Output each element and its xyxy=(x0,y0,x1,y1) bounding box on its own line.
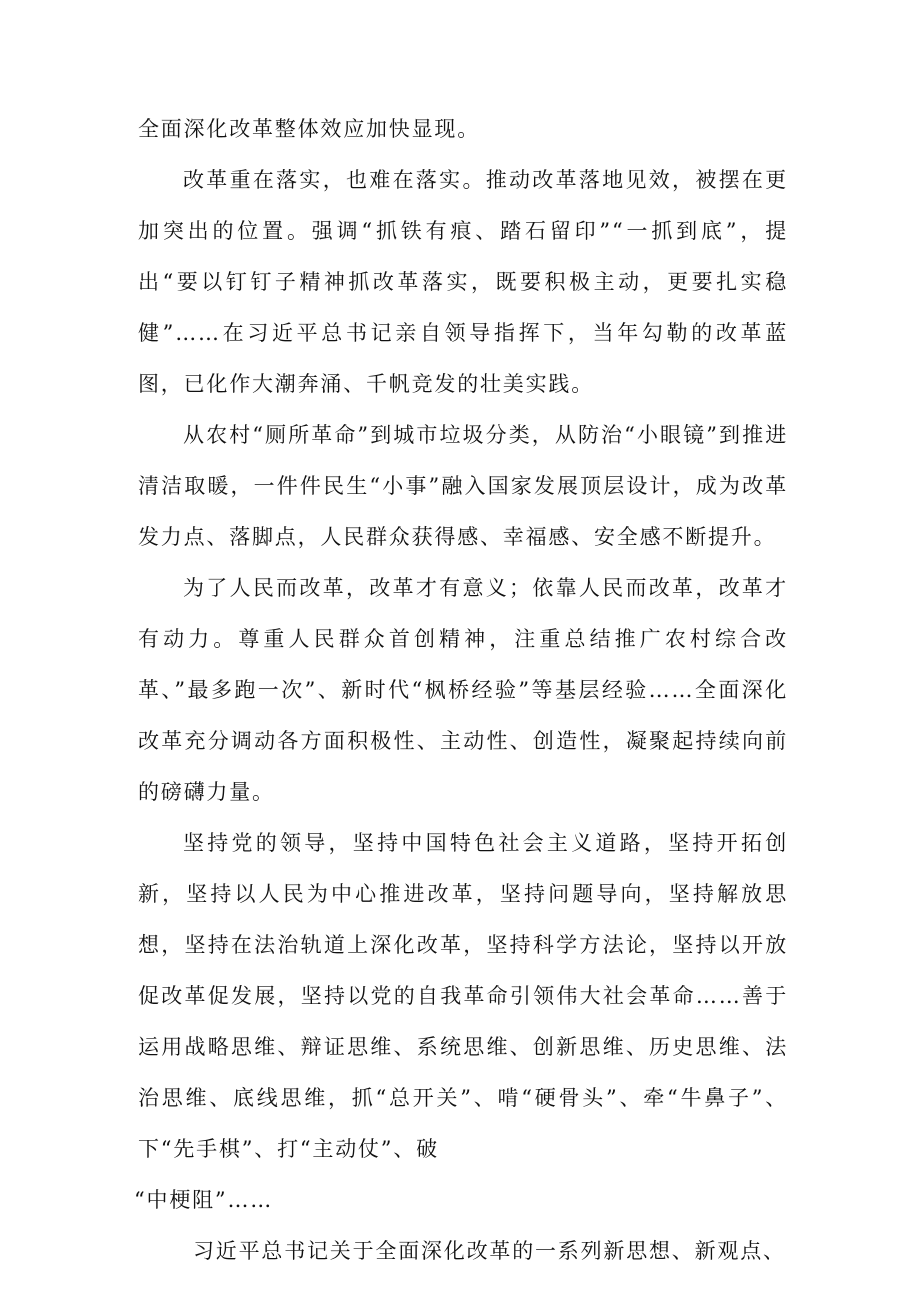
paragraph-6: 习近平总书记关于全面深化改革的一系列新思想、新观点、 xyxy=(193,1239,786,1263)
article-body xyxy=(134,104,788,1277)
paragraph-4: 为了人民而改革，改革才有意义；依靠人民而改革，改革才有动力。尊重人民群众首创精神，注重总结推广农村综合改革、”最多跑一次”、新时代“枫桥经验”等基层经验……全面深化改革充分调动各方面积极性、主动性、创造性，凝聚起持续向前的磅礴力量。 xyxy=(138,576,788,804)
paragraph-2: 改革重在落实，也难在落实。推动改革落地见效，被摆在更加突出的位置。强调“抓铁有痕、踏石留印”“一抓到底”，提出“要以钉钉子精神抓改革落实，既要积极主动，更要扎实稳健”……在习近平总书记亲自领导指挥下，当年勾勒的改革蓝图，已化作大潮奔涌、千帆竞发的壮美实践。 xyxy=(138,168,788,396)
paragraph-1: 全面深化改革整体效应加快显现。 xyxy=(138,117,480,141)
paragraph-5: 坚持党的领导，坚持中国特色社会主义道路，坚持开拓创新，坚持以人民为中心推进改革，坚持问题导向，坚持解放思想，坚持在法治轨道上深化改革，坚持科学方法论，坚持以开放促改革促发展，坚持以党的自我革命引领伟大社会革命……善于运用战略思维、辩证思维、系统思维、创新思维、历史思维、法治思维、底线思维，抓“总开关”、啃“硬骨头”、牵“牛鼻子”、下“先手棋”、打“主动仗”、破 xyxy=(138,831,788,1161)
paragraph-5-continuation: “中梗阻”…… xyxy=(134,1188,274,1212)
paragraph-3: 从农村“厕所革命”到城市垃圾分类，从防治“小眼镜”到推进清洁取暖，一件件民生“小事”融入国家发展顶层设计，成为改革发力点、落脚点，人民群众获得感、幸福感、安全感不断提升。 xyxy=(138,423,788,549)
